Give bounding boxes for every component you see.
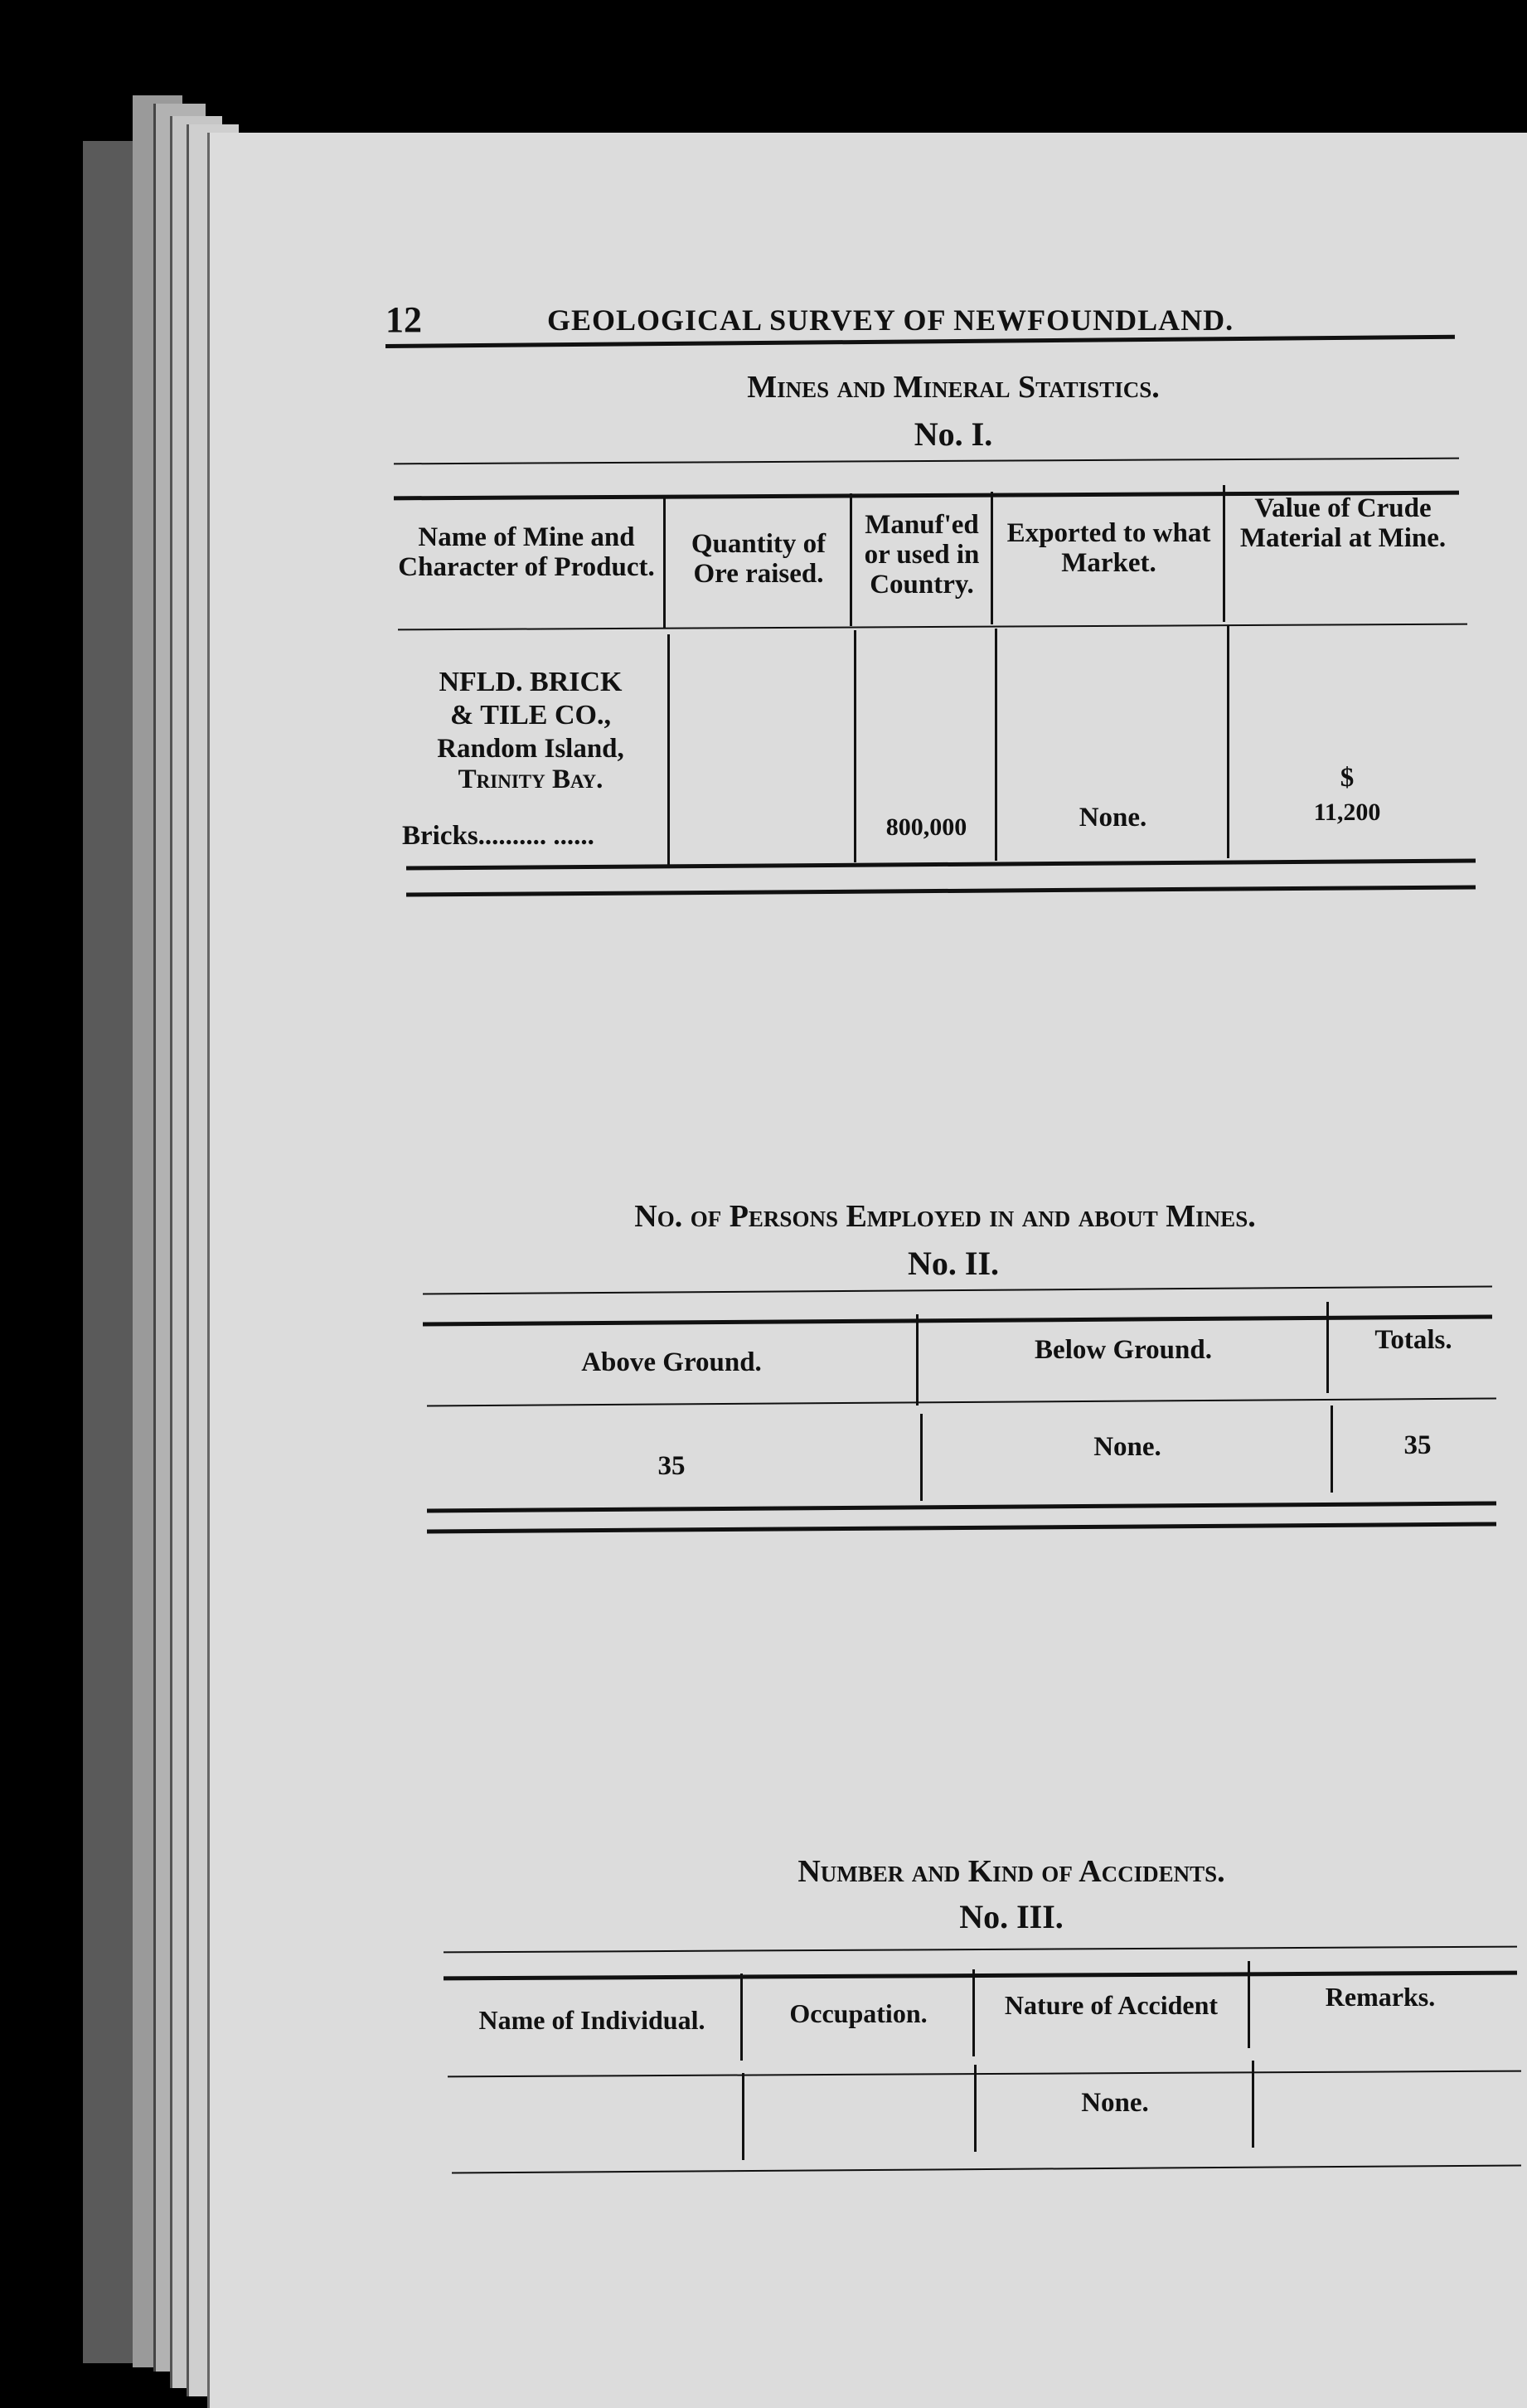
table2-above-value: 35 (657, 1451, 686, 1481)
table1-header-name: Name of Mine and Character of Product. (398, 522, 655, 582)
company-line: Random Island, (437, 734, 624, 764)
table1-header-manufactured: Manuf'ed or used in Country. (864, 510, 980, 600)
table1-currency: $ (1340, 763, 1355, 793)
table1-number: No. I. (914, 415, 993, 453)
table1-exported: None. (1079, 803, 1147, 833)
company-line: NFLD. BRICK (439, 667, 623, 697)
table1-col-divider (663, 496, 666, 629)
table2-title: No. of Persons Employed in and about Mines. (634, 1199, 1256, 1234)
table2-totals-value: 35 (1403, 1430, 1432, 1460)
table3-col-divider (740, 1973, 743, 2061)
table1-col-divider (995, 629, 997, 861)
table2-col-divider (920, 1414, 923, 1501)
table1-header-value: Value of Crude Material at Mine. (1239, 493, 1447, 553)
table3-col-divider (742, 2073, 744, 2160)
table1-col-divider (1223, 485, 1225, 622)
table1-col-divider (1227, 626, 1229, 858)
table2-below-value: None. (1093, 1432, 1161, 1462)
table2-col-divider (916, 1314, 919, 1405)
company-line: Trinity Bay. (458, 765, 604, 794)
table3-number: No. III. (959, 1898, 1064, 1935)
table3-header-name: Name of Individual. (478, 2005, 705, 2035)
table2-col-divider (1326, 1302, 1329, 1393)
table2-number: No. II. (907, 1245, 1000, 1282)
table3-title: Number and Kind of Accidents. (797, 1854, 1225, 1889)
table1-header-exported: Exported to what Market. (1006, 518, 1211, 578)
table1-title: Mines and Mineral Statistics. (747, 370, 1160, 405)
table3-col-divider (974, 2065, 977, 2152)
table2-col-divider (1331, 1405, 1333, 1493)
table1-manufactured: 800,000 (885, 813, 967, 841)
table1-header-quantity: Quantity of Ore raised. (691, 529, 827, 589)
table3-header-nature: Nature of Accident (1004, 1990, 1219, 2020)
table1-col-divider (854, 630, 856, 862)
table3-header-remarks: Remarks. (1325, 1982, 1436, 2012)
page-number: 12 (385, 299, 422, 340)
table3-col-divider (1252, 2061, 1254, 2148)
table1-value: 11,200 (1313, 799, 1381, 826)
table3-col-divider (1248, 1961, 1250, 2048)
table3-nature-value: None. (1081, 2088, 1149, 2118)
table2-header-below: Below Ground. (1035, 1335, 1212, 1365)
table3-header-occupation: Occupation. (789, 1998, 928, 2028)
company-line: & TILE CO., (450, 700, 611, 731)
table2-header-totals: Totals. (1374, 1325, 1452, 1355)
table2-header-above: Above Ground. (581, 1347, 762, 1377)
table1-product: Bricks.......... ...... (402, 821, 594, 851)
running-title: GEOLOGICAL SURVEY OF NEWFOUNDLAND. (547, 303, 1234, 337)
